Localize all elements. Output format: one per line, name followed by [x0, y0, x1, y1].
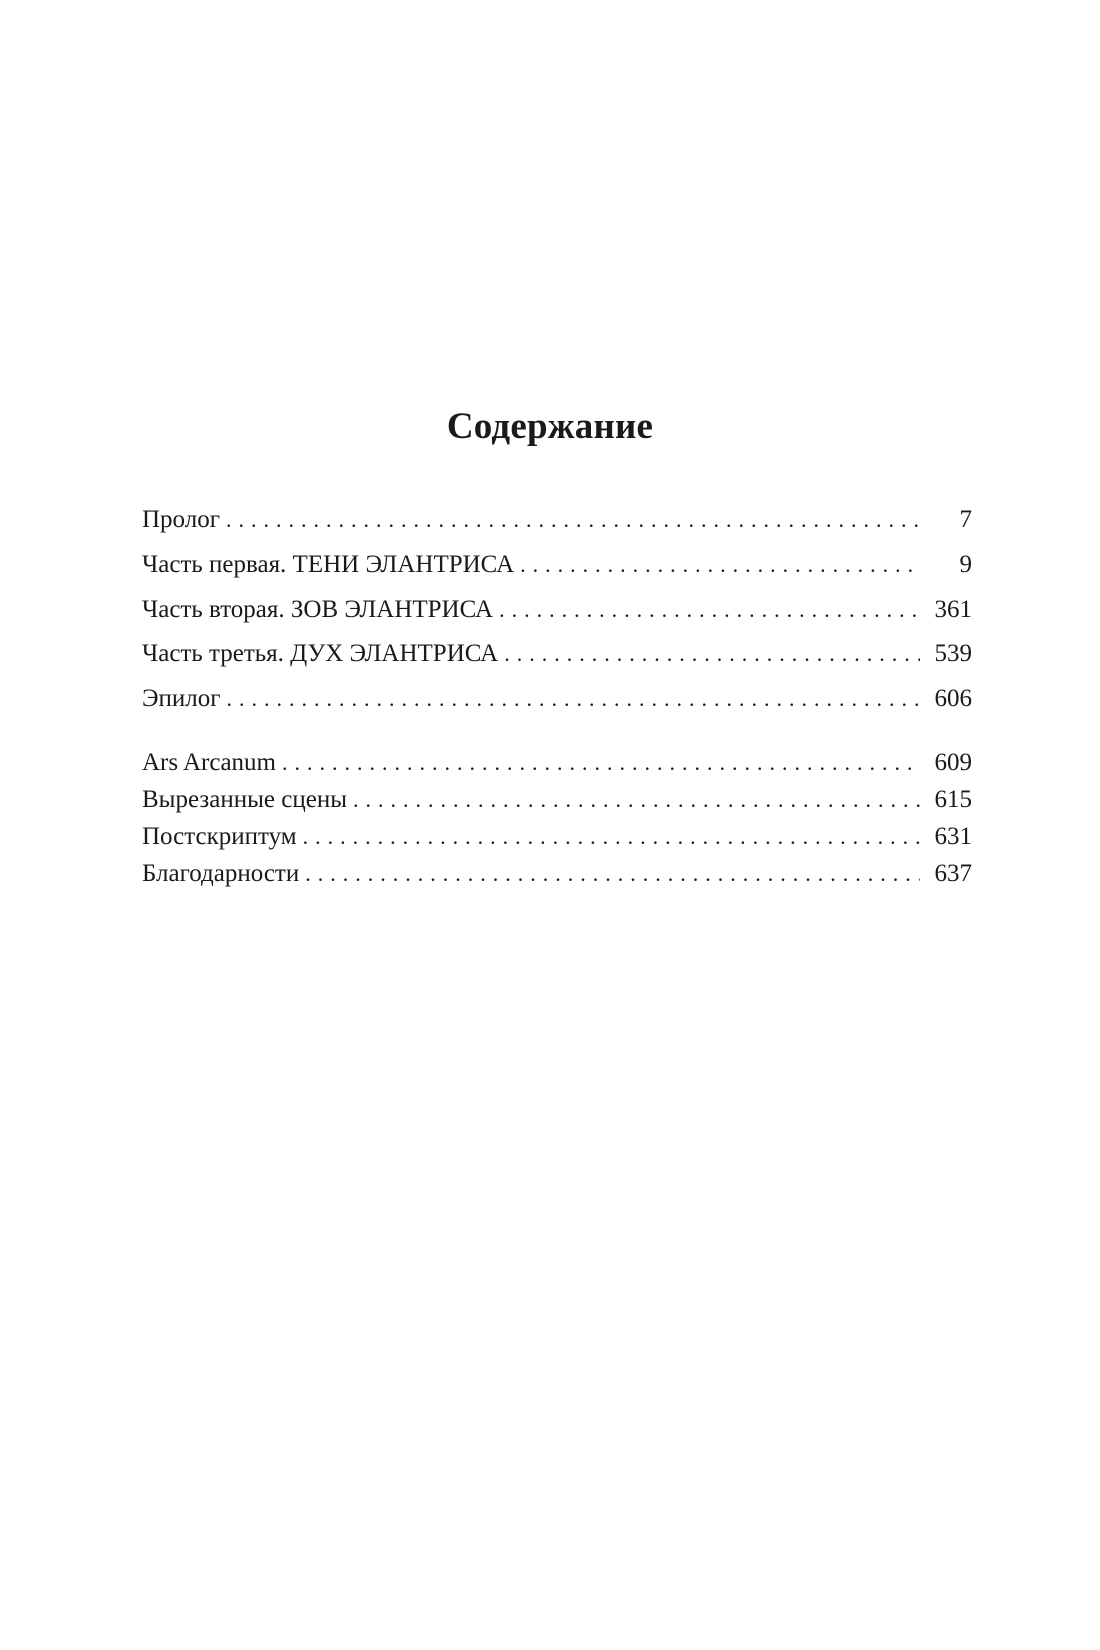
toc-entry-acknowledgements[interactable] — [142, 857, 972, 891]
toc-entry-label: Часть первая. ТЕНИ ЭЛАНТРИСА — [142, 551, 515, 578]
toc-entry-label: Эпилог — [142, 685, 221, 712]
toc-entry-label: Пролог — [142, 506, 220, 533]
toc-entry-label: Вырезанные сцены — [142, 786, 347, 813]
toc-entry-label: Ars Arcanum — [142, 749, 276, 776]
toc-entry-part-one[interactable] — [142, 548, 972, 582]
toc-entry-prologue[interactable] — [142, 503, 972, 537]
toc-entry-deleted-scenes[interactable] — [142, 783, 972, 817]
toc-entry-page-number: 606 — [934, 685, 972, 712]
toc-entry-page-number: 609 — [934, 749, 972, 776]
toc-entry-label: Часть третья. ДУХ ЭЛАНТРИСА — [142, 640, 499, 667]
dot-leader — [227, 682, 921, 716]
toc-entry-label: Часть вторая. ЗОВ ЭЛАНТРИСА — [142, 596, 494, 623]
toc-entry-label: Благодарности — [142, 860, 300, 887]
toc-entry-page-number: 539 — [934, 640, 972, 667]
toc-entry-page-number: 615 — [934, 786, 972, 813]
toc-entry-page-number: 637 — [934, 860, 972, 887]
dot-leader — [303, 820, 920, 854]
dot-leader — [353, 783, 920, 817]
dot-leader — [504, 637, 920, 671]
toc-entry-page-number: 7 — [959, 506, 972, 533]
toc-entry-postscript[interactable] — [142, 820, 972, 854]
dot-leader — [499, 593, 920, 627]
dot-leader — [282, 746, 920, 780]
page-title: Содержание — [446, 406, 654, 447]
toc-entry-part-three[interactable] — [142, 637, 972, 671]
toc-entry-page-number: 361 — [934, 596, 972, 623]
toc-entry-page-number: 9 — [959, 551, 972, 578]
toc-entry-label: Постскриптум — [142, 823, 297, 850]
toc-entry-ars-arcanum[interactable] — [142, 746, 972, 780]
toc-entry-part-two[interactable] — [142, 593, 972, 627]
dot-leader — [305, 857, 920, 891]
toc-entry-page-number: 631 — [934, 823, 972, 850]
toc-entry-epilogue[interactable] — [142, 682, 972, 716]
dot-leader — [226, 503, 920, 537]
dot-leader — [520, 548, 920, 582]
